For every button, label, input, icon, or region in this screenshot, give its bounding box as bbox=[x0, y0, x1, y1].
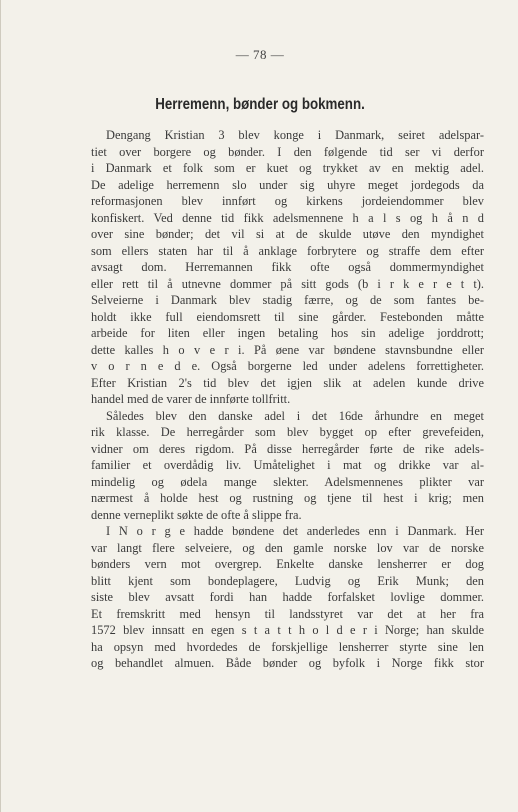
text-line: og behandlet almuen. Både bønder og byfolk i Norge fikk stor bbox=[91, 656, 484, 670]
text-line: bønders vern mot overgrep. Enkelte danske lensherrer er dog bbox=[91, 557, 484, 571]
text-line: ha opsyn med hvordedes de forskjellige lensherrer styrte sine len bbox=[91, 639, 484, 654]
body-text bbox=[91, 127, 484, 672]
text-line: 1572 blev innsatt en egen s t a t t h o l d e r i Norge; han skulde bbox=[91, 623, 484, 637]
text-line: i Danmark et folk som er kuet og trykket av en mektig adel. bbox=[91, 161, 484, 175]
text-line: tiet over borgere og bønder. I den følgende tid ser vi derfor bbox=[91, 144, 484, 159]
text-line: Selveierne i Danmark blev stadig færre, og de som fantes be- bbox=[91, 293, 484, 307]
text-line: som ellers staten har til å anklage forbrytere og straffe dem efter bbox=[91, 243, 484, 258]
text-line: Dengang Kristian 3 blev konge i Danmark, seiret adelspar- bbox=[106, 128, 484, 142]
page-number: — 78 — bbox=[235, 47, 285, 62]
text-line: reformasjonen blev innført og kirkens jordeiendommer blev bbox=[91, 194, 484, 208]
text-line: denne verneplikt søkte de ofte å slippe fra. bbox=[91, 507, 302, 522]
text-line: over sine bønder; det vil si at de skulde utøve den myndighet bbox=[91, 227, 484, 241]
text-line: rik klasse. De herregårder som blev bygget op efter grevefeiden, bbox=[91, 425, 484, 439]
text-line: dette kalles h o v e r i. På øene var bøndene stavnsbundne eller bbox=[91, 342, 484, 357]
text-line: I N o r g e hadde bøndene det anderledes enn i Danmark. Her bbox=[106, 524, 484, 538]
text-line: vidner om deres rigdom. På disse herregårder førte de rike adels- bbox=[91, 441, 484, 456]
text-line: siste blev avsatt fordi han hadde forfalsket lovlige dommer. bbox=[91, 590, 484, 604]
text-line: nærmest å holde hest og rustning og tjene til hest i krig; men bbox=[91, 491, 484, 505]
text-line: avsagt dom. Herremannen fikk ofte også dommermyndighet bbox=[91, 260, 484, 274]
text-line: Et fremskritt med hensyn til landsstyret var det at her fra bbox=[91, 606, 484, 621]
text-line: Efter Kristian 2's tid blev det igjen slik at adelen kunde drive bbox=[91, 375, 484, 390]
text-line: konfiskert. Ved denne tid fikk adelsmennene h a l s og h å n d bbox=[91, 210, 484, 225]
text-line: arbeide for liten eller ingen betaling hos sin adelige jorddrott; bbox=[91, 326, 484, 340]
text-line: De adelige herremenn slo under sig uhyre meget jordegods da bbox=[91, 177, 484, 192]
text-line: mindelig og ødela mange slekter. Adelsmennenes plikter var bbox=[91, 474, 484, 489]
text-line: v o r n e d e. Også borgerne led under adelens forrettigheter. bbox=[91, 359, 484, 373]
text-line: familier et overdådig liv. Umåtelighet i mat og drikke var al- bbox=[91, 458, 484, 472]
text-line: holdt ikke full eiendomsrett til sine gårder. Festebonden måtte bbox=[91, 309, 484, 324]
text-line: eller rett til å utnevne dommer på sitt gods (b i r k e r e t t). bbox=[91, 276, 484, 291]
text-line: Således blev den danske adel i det 16de århundre en meget bbox=[106, 408, 484, 423]
text-line: blitt kjent som bondeplagere, Ludvig og Erik Munk; den bbox=[91, 573, 484, 588]
text-line: handel med de varer de innførte tollfritt. bbox=[91, 392, 291, 406]
text-line: var langt flere selveiere, og den gamle norske lov var de norske bbox=[91, 540, 484, 555]
chapter-title: Herremenn, bønder og bokmenn. bbox=[155, 96, 365, 113]
